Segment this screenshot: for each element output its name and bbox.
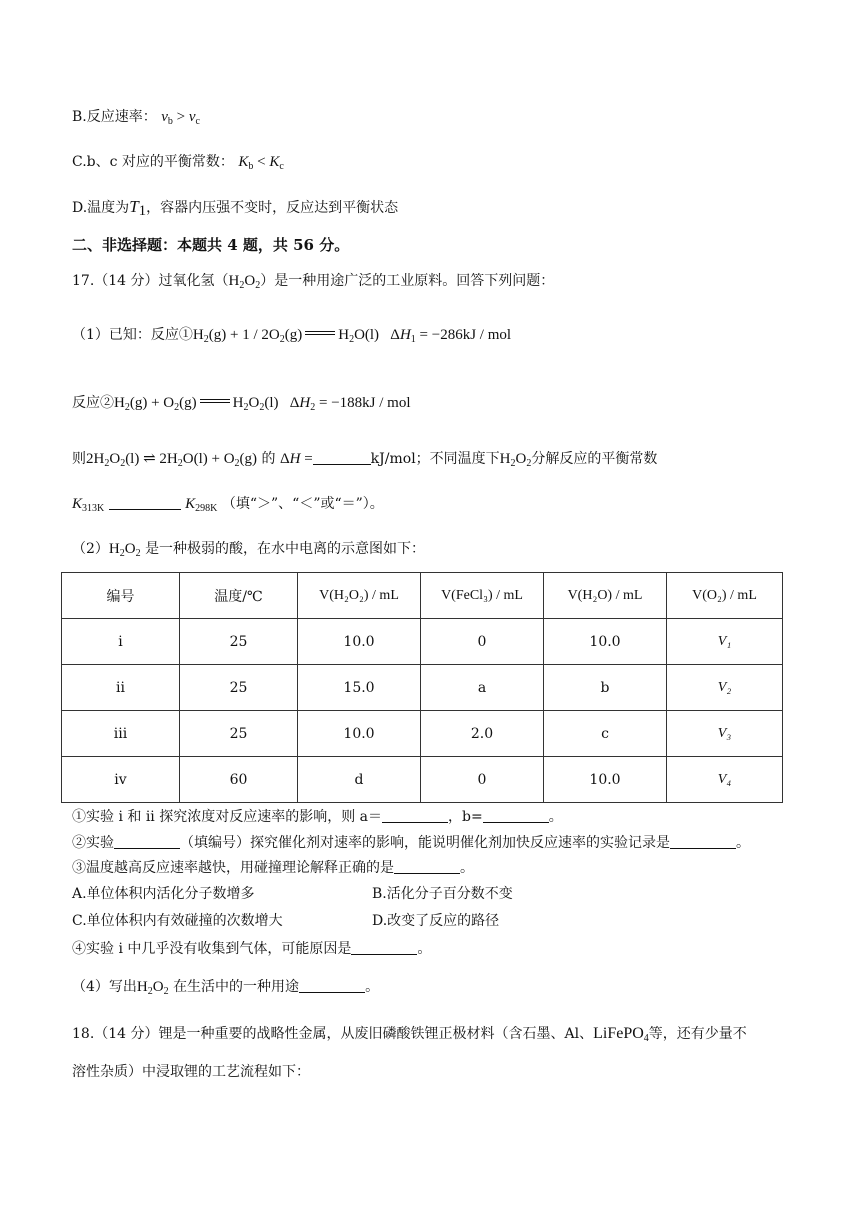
dh2-value: = −188kJ / mol xyxy=(318,395,411,411)
table-cell: c xyxy=(544,711,667,757)
q18-text-a: 18.（14 分）锂是一种重要的战略性金属，从废旧磷酸铁锂正极材料（含石墨、Al、 xyxy=(72,1026,594,1042)
table-cell: V₁ xyxy=(667,619,783,665)
choice-d: D.改变了反应的路径 xyxy=(372,913,500,929)
option-c-text: C.b、c 对应的平衡常数： xyxy=(72,154,234,170)
answer-usage-blank[interactable] xyxy=(299,978,365,993)
table-cell: 25 xyxy=(180,665,298,711)
h2o2-formula: $H_2O_2$ xyxy=(228,273,261,291)
table-header: V(FeCl₃) / mL xyxy=(421,573,544,619)
subq-2-c: 。 xyxy=(736,835,750,851)
table-cell: iv xyxy=(62,757,180,803)
subq-1 xyxy=(72,807,563,827)
subq-2-a: ②实验 xyxy=(72,835,114,851)
table-cell: d xyxy=(298,757,421,803)
subq-4-b: 。 xyxy=(417,941,432,957)
dh-symbol: ΔH = xyxy=(279,451,313,467)
table-cell: b xyxy=(544,665,667,711)
table-cell: 15.0 xyxy=(298,665,421,711)
table-cell: 0 xyxy=(421,757,544,803)
q17-intro-a: 17.（14 分）过氧化氢（ xyxy=(72,273,229,289)
table-cell: V₄ xyxy=(667,757,783,803)
option-d-pre: D.温度为 xyxy=(72,200,130,216)
reaction-2 xyxy=(72,393,411,413)
decomp-unit: kJ/mol；不同温度下 xyxy=(370,451,500,467)
reaction-1 xyxy=(72,325,511,345)
table-row xyxy=(62,757,783,803)
reaction-1-prefix: （1）已知：反应① xyxy=(72,327,193,343)
table-row xyxy=(62,665,783,711)
section-title: 二、非选择题：本题共 4 题，共 56 分。 xyxy=(72,236,350,254)
part4-c: 。 xyxy=(365,979,380,995)
table-header: V(H₂O₂) / mL xyxy=(298,573,421,619)
part2-prefix: （2） xyxy=(72,541,109,557)
part2-text: 是一种极弱的酸，在水中电离的示意图如下： xyxy=(145,541,426,557)
table-row xyxy=(62,711,783,757)
table-cell: 2.0 xyxy=(421,711,544,757)
table-header-row xyxy=(62,573,783,619)
option-b-row xyxy=(372,884,513,904)
subq-4 xyxy=(72,939,431,959)
option-a-row xyxy=(72,884,255,904)
k-compare-blank[interactable] xyxy=(109,495,181,510)
decomp-prefix: 则 xyxy=(72,451,86,467)
option-d: D.温度为$T_1$，容器内压强不变时，反应达到平衡状态 xyxy=(72,197,399,219)
table-cell: 0 xyxy=(421,619,544,665)
subq-4-a: ④实验 i 中几乎没有收集到气体，可能原因是 xyxy=(72,941,352,957)
k313-symbol: $K_{313K}$ xyxy=(72,496,105,514)
table-cell: 10.0 xyxy=(544,757,667,803)
answer-exp-blank[interactable] xyxy=(114,834,180,849)
h2o2-formula-3: $H_2O_2$ xyxy=(108,541,141,559)
option-c-row xyxy=(72,911,283,931)
k298-symbol: $K_{298K}$ xyxy=(185,496,218,514)
part4-a: （4）写出 xyxy=(72,979,137,995)
subq-1-a: ①实验 i 和 ii 探究浓度对反应速率的影响，则 a＝ xyxy=(72,809,383,825)
answer-collision-blank[interactable] xyxy=(394,859,460,874)
table-header: V(H₂O) / mL xyxy=(544,573,667,619)
t1-symbol: T xyxy=(129,197,139,216)
subq-1-c: 。 xyxy=(548,809,563,825)
table-cell: 60 xyxy=(180,757,298,803)
h2o2-formula-2: $H_2O_2$ xyxy=(499,451,532,469)
reaction-1-equation: $H_2(g) + 1 / 2O_2(g)$ $H_2O(l) \Delta H_1 = -286kJ$ / mol xyxy=(192,327,512,345)
answer-b-blank[interactable] xyxy=(483,808,549,823)
choice-c: C.单位体积内有效碰撞的次数增大 xyxy=(72,913,283,929)
reaction-2-prefix: 反应② xyxy=(72,395,114,411)
choice-b: B.活化分子百分数不变 xyxy=(372,886,513,902)
decomp-equation: $2H_2O_2(l)$ ⇌ $2H_2O(l) + O_2(g)$ xyxy=(86,451,258,469)
table-cell: a xyxy=(421,665,544,711)
table-header: V(O₂) / mL xyxy=(667,573,783,619)
table-cell: 10.0 xyxy=(544,619,667,665)
subq-2-b: （填编号）探究催化剂对速率的影响，能说明催化剂加快反应速率的实验记录是 xyxy=(180,835,670,851)
k-comparison xyxy=(72,494,384,514)
experiment-table xyxy=(61,572,783,803)
answer-record-blank[interactable] xyxy=(670,834,736,849)
q18-line-1 xyxy=(72,1024,747,1044)
answer-reason-blank[interactable] xyxy=(351,940,417,955)
option-c xyxy=(72,152,284,172)
table-cell: ii xyxy=(62,665,180,711)
decomp-mid: 的 xyxy=(261,451,276,467)
subq-3-a: ③温度越高反应速率越快，用碰撞理论解释正确的是 xyxy=(72,860,394,876)
table-cell: 10.0 xyxy=(298,711,421,757)
subq-3-b: 。 xyxy=(460,860,474,876)
table-header: 编号 xyxy=(62,573,180,619)
option-b-text: B.反应速率： xyxy=(72,109,157,125)
lifepo4-formula: LiFePO$_4$ xyxy=(593,1025,649,1044)
dh1-value: = −286kJ / mol xyxy=(419,327,512,343)
table-cell: 25 xyxy=(180,711,298,757)
table-header: 温度/℃ xyxy=(180,573,298,619)
choice-a: A.单位体积内活化分子数增多 xyxy=(72,886,255,902)
subq-1-b: ，b= xyxy=(448,809,483,825)
dh-answer-blank[interactable] xyxy=(313,450,371,465)
table-cell: i xyxy=(62,619,180,665)
table-cell: V₃ xyxy=(667,711,783,757)
subq-3 xyxy=(72,858,474,878)
option-d-post: ，容器内压强不变时，反应达到平衡状态 xyxy=(146,200,399,216)
q17-intro xyxy=(72,271,554,291)
q17-intro-b: ）是一种用途广泛的工业原料。回答下列问题： xyxy=(260,273,555,289)
option-b-formula: $v_b > v_c$ xyxy=(161,109,200,127)
k-compare-hint: （填“＞”、“＜”或“＝”）。 xyxy=(221,496,384,512)
part2-line xyxy=(72,539,425,559)
part4-b: 在生活中的一种用途 xyxy=(173,979,300,995)
table-cell: 25 xyxy=(180,619,298,665)
answer-a-blank[interactable] xyxy=(382,808,448,823)
decomposition-line xyxy=(72,449,657,469)
q18-line-2: 溶性杂质）中浸取锂的工艺流程如下： xyxy=(72,1064,310,1080)
table-cell: V₂ xyxy=(667,665,783,711)
table-cell: 10.0 xyxy=(298,619,421,665)
q18-text-b: 等，还有少量不 xyxy=(648,1026,747,1042)
part4-line xyxy=(72,977,379,997)
decomp-tail: 分解反应的平衡常数 xyxy=(531,451,658,467)
h2o2-formula-4: $H_2O_2$ xyxy=(136,979,169,997)
option-b xyxy=(72,107,200,127)
option-c-formula: $K_b < K_c$ xyxy=(238,154,284,172)
subq-2 xyxy=(72,833,750,853)
table-cell: iii xyxy=(62,711,180,757)
option-d-row xyxy=(372,911,499,931)
table-row xyxy=(62,619,783,665)
reaction-2-equation: $H_2(g) + O_2(g)$ $H_2O_2(l) \Delta H_2 = -188kJ$ / mol xyxy=(114,395,411,413)
